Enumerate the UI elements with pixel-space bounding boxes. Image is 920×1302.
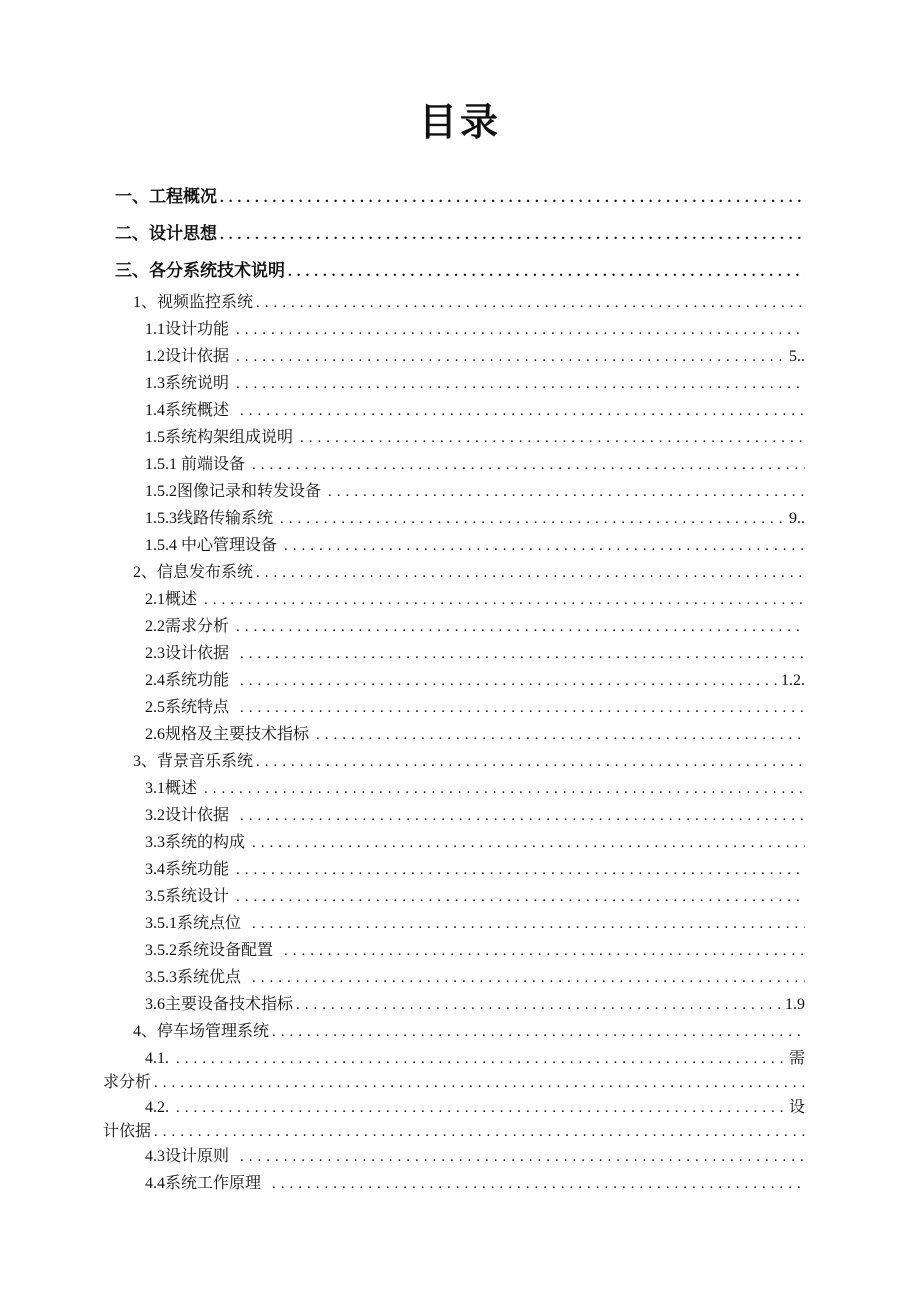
toc-entry-page: 5.. [789, 348, 805, 365]
toc-entry [0, 252, 920, 289]
dot-leader [204, 776, 805, 802]
dot-leader [300, 425, 805, 451]
dot-leader [288, 254, 805, 289]
toc-entry-label: 3.2设计依据 [145, 807, 238, 824]
toc-entry [0, 1170, 920, 1197]
toc-entry [0, 1045, 920, 1072]
toc-entry-page: 设 [788, 1099, 805, 1116]
dot-leader [236, 857, 805, 883]
dot-leader [236, 344, 787, 370]
dot-leader [252, 452, 805, 478]
toc-entry [0, 613, 920, 640]
toc-entry [0, 802, 920, 829]
toc-entry-label: 3.5.1系统点位 [145, 915, 250, 932]
toc-entry [0, 1094, 920, 1121]
toc-entry [0, 478, 920, 505]
toc-entry-label: 2.6规格及主要技术指标 [145, 726, 314, 743]
toc-entry [0, 667, 920, 694]
toc-entry-page: 1.2. [781, 672, 805, 689]
toc-entry [0, 829, 920, 856]
toc-entry-label: 3.5系统设计 [145, 888, 234, 905]
dot-leader [220, 217, 805, 252]
toc-entry-page: 需 [788, 1050, 805, 1067]
toc-entry-label: 求分析 [103, 1074, 152, 1091]
toc-entry [0, 991, 920, 1018]
toc-entry-label: 2.2需求分析 [145, 618, 234, 635]
dot-leader [154, 1121, 805, 1143]
toc-entry-label: 3、背景音乐系统 [133, 753, 254, 770]
dot-leader [240, 398, 805, 424]
toc-entry [0, 424, 920, 451]
dot-leader [236, 884, 805, 910]
toc-entry-label: 3.1概述 [145, 780, 202, 797]
toc-entry-label: 1.4系统概述 [145, 402, 238, 419]
toc-entry-label: 1.5.3线路传输系统 [145, 510, 278, 527]
dot-leader [220, 180, 805, 215]
toc-entry-label: 1.3系统说明 [145, 375, 234, 392]
dot-leader [252, 965, 805, 991]
toc-list [0, 178, 920, 1197]
toc-entry-label: 一、工程概况 [115, 187, 217, 206]
toc-entry [0, 316, 920, 343]
toc-entry-label: 3.5.2系统设备配置 [145, 942, 282, 959]
toc-entry-label: 二、设计思想 [115, 224, 217, 243]
toc-entry [0, 289, 920, 316]
toc-entry [0, 1018, 920, 1045]
toc-entry [0, 451, 920, 478]
dot-leader [240, 803, 805, 829]
toc-entry-label: 1.5.2图像记录和转发设备 [145, 483, 326, 500]
toc-entry [0, 694, 920, 721]
toc-entry-label: 1.1设计功能 [145, 321, 234, 338]
dot-leader [240, 641, 805, 667]
toc-entry [0, 748, 920, 775]
toc-entry [0, 532, 920, 559]
toc-entry-label: 1.2设计依据 [145, 348, 234, 365]
dot-leader [236, 614, 805, 640]
toc-entry-label: 4、停车场管理系统 [133, 1023, 270, 1040]
dot-leader [252, 911, 805, 937]
dot-leader [154, 1072, 805, 1094]
toc-entry [0, 397, 920, 424]
dot-leader [256, 560, 805, 586]
dot-leader [284, 938, 805, 964]
toc-entry [0, 343, 920, 370]
toc-entry [0, 856, 920, 883]
toc-entry-label: 2.5系统特点 [145, 699, 238, 716]
dot-leader [240, 695, 805, 721]
toc-entry [0, 964, 920, 991]
toc-entry [0, 640, 920, 667]
dot-leader [176, 1095, 787, 1121]
toc-entry-label: 4.2. [145, 1099, 173, 1116]
toc-entry-page: 1.9 [785, 996, 805, 1013]
toc-entry-label: 3.6主要设备技术指标 [145, 996, 294, 1013]
toc-entry-label: 3.3系统的构成 [145, 834, 250, 851]
toc-entry-label: 2.4系统功能 [145, 672, 238, 689]
toc-entry [0, 178, 920, 215]
toc-entry [0, 1121, 920, 1143]
dot-leader [272, 1171, 805, 1197]
toc-entry [0, 370, 920, 397]
dot-leader [236, 317, 805, 343]
dot-leader [240, 668, 779, 694]
toc-entry-label: 计依据 [103, 1123, 152, 1140]
dot-leader [252, 830, 805, 856]
dot-leader [284, 533, 805, 559]
toc-entry [0, 1143, 920, 1170]
dot-leader [272, 1019, 805, 1045]
toc-entry-label: 2.3设计依据 [145, 645, 238, 662]
dot-leader [296, 992, 783, 1018]
toc-entry-label: 1、视频监控系统 [133, 294, 254, 311]
page-title: 目录 [418, 102, 501, 144]
dot-leader [176, 1046, 787, 1072]
dot-leader [240, 1144, 805, 1170]
toc-entry [0, 775, 920, 802]
toc-entry [0, 505, 920, 532]
toc-entry [0, 586, 920, 613]
toc-entry [0, 721, 920, 748]
toc-entry-label: 三、各分系统技术说明 [115, 261, 285, 280]
dot-leader [256, 749, 805, 775]
toc-entry [0, 559, 920, 586]
dot-leader [316, 722, 805, 748]
toc-entry-label: 1.5系统构架组成说明 [145, 429, 298, 446]
toc-entry [0, 910, 920, 937]
toc-entry [0, 883, 920, 910]
dot-leader [280, 506, 787, 532]
toc-entry [0, 215, 920, 252]
toc-entry-label: 2.1概述 [145, 591, 202, 608]
toc-entry-page: 9.. [789, 510, 805, 527]
toc-entry-label: 1.5.4 中心管理设备 [145, 537, 282, 554]
toc-entry [0, 937, 920, 964]
toc-entry-label: 4.3设计原则 [145, 1148, 238, 1165]
dot-leader [236, 371, 805, 397]
toc-entry-label: 2、信息发布系统 [133, 564, 254, 581]
dot-leader [204, 587, 805, 613]
toc-entry [0, 1072, 920, 1094]
toc-entry-label: 4.1. [145, 1050, 173, 1067]
toc-entry-label: 3.5.3系统优点 [145, 969, 250, 986]
toc-entry-label: 4.4系统工作原理 [145, 1175, 270, 1192]
toc-entry-label: 1.5.1 前端设备 [145, 456, 250, 473]
toc-entry-label: 3.4系统功能 [145, 861, 234, 878]
dot-leader [328, 479, 805, 505]
dot-leader [256, 290, 805, 316]
